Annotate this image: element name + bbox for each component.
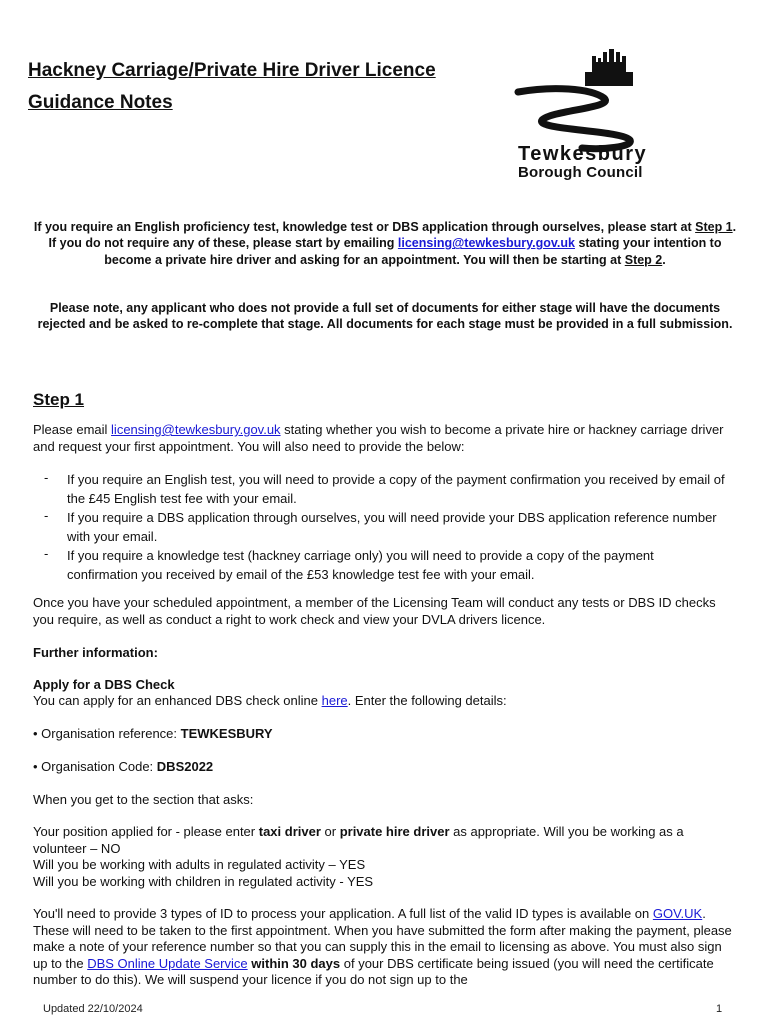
list-item: If you require a DBS application through ourselves, you will need provide your DBS application reference number with your email. xyxy=(67,510,717,544)
page-number: 1 xyxy=(716,1003,723,1015)
logo-name-line1: Tewkesbury xyxy=(518,143,648,165)
section-asks-line: When you get to the section that asks: xyxy=(33,792,254,807)
intro-note-paragraph: Please note, any applicant who does not provide a full set of documents for either stage will have the documents rejected and be asked to re-complete that stage. All documents for each stage must be provided in a full submission. xyxy=(37,301,733,332)
licensing-email-link[interactable]: licensing@tewkesbury.gov.uk xyxy=(397,236,575,251)
org-code-line: • Organisation Code: DBS2022 xyxy=(33,759,214,774)
document-subtitle: Guidance Notes xyxy=(28,92,173,113)
intro-paragraph: If you require an English proficiency test, knowledge test or DBS application through ourselves, please start at Step 1. If you do not require any of these, please start by emailing licensing@tewkesbury.gov.uk stating your intention to become a private hire driver and asking for an appointment. You will then be starting at Step 2. xyxy=(33,220,737,267)
dbs-update-service-link[interactable]: DBS Online Update Service xyxy=(87,955,248,971)
logo-name-line2: Borough Council xyxy=(518,164,643,181)
dbs-apply-link[interactable]: here xyxy=(321,693,348,708)
org-reference-line: • Organisation reference: TEWKESBURY xyxy=(33,726,273,741)
children-line: Will you be working with children in regulated activity - YES xyxy=(33,874,374,889)
id-paragraph: You'll need to provide 3 types of ID to process your application. A full list of the valid ID types is available on GOV.UK. These will need to be taken to the first appointment. When you have submitted the form after making the payment, please make a note of your reference number so that you can supply this in the email to licensing as above. You must also sign up to the DBS Online Update Service within 30 days of your DBS certificate being issued (you will need the certificate number to do this). We will suspend your licence if you do not sign up to the xyxy=(33,906,732,987)
step1-email-link[interactable]: licensing@tewkesbury.gov.uk xyxy=(111,422,281,437)
adults-line: Will you be working with adults in regulated activity – YES xyxy=(33,857,366,872)
dbs-heading: Apply for a DBS Check xyxy=(33,677,175,692)
step1-reference: Step 1 xyxy=(695,220,733,234)
list-item: If you require an English test, you will need to provide a copy of the payment confirmation you received by email of the £45 English test fee with your email. xyxy=(67,472,725,506)
step1-heading: Step 1 xyxy=(33,390,85,409)
bullet-marker: - xyxy=(44,470,49,485)
govuk-link[interactable]: GOV.UK xyxy=(652,906,703,921)
appointment-paragraph: Once you have your scheduled appointment, a member of the Licensing Team will conduct any tests or DBS ID checks you require, as well as conduct a right to work check and view your DVLA drivers licence. xyxy=(33,595,716,627)
list-item: If you require a knowledge test (hackney carriage only) you will need to provide a copy of the payment confirmation you received by email of the £53 knowledge test fee with your email. xyxy=(67,548,654,582)
footer-updated-date: Updated 22/10/2024 xyxy=(43,1003,143,1015)
position-paragraph: Your position applied for - please enter taxi driver or private hire driver as appropriate. Will you be working as a volunteer – NO xyxy=(33,824,684,856)
bullet-marker: - xyxy=(44,508,49,523)
dbs-paragraph: You can apply for an enhanced DBS check online here. Enter the following details: xyxy=(33,693,507,708)
document-title: Hackney Carriage/Private Hire Driver Licence xyxy=(28,60,436,81)
step1-paragraph: Please email licensing@tewkesbury.gov.uk stating whether you wish to become a private hire or hackney carriage driver and request your first appointment. You will also need to provide the below: xyxy=(33,422,724,454)
further-info-heading: Further information: xyxy=(33,645,158,660)
bullet-marker: - xyxy=(44,546,49,561)
step2-reference: Step 2 xyxy=(624,252,663,267)
